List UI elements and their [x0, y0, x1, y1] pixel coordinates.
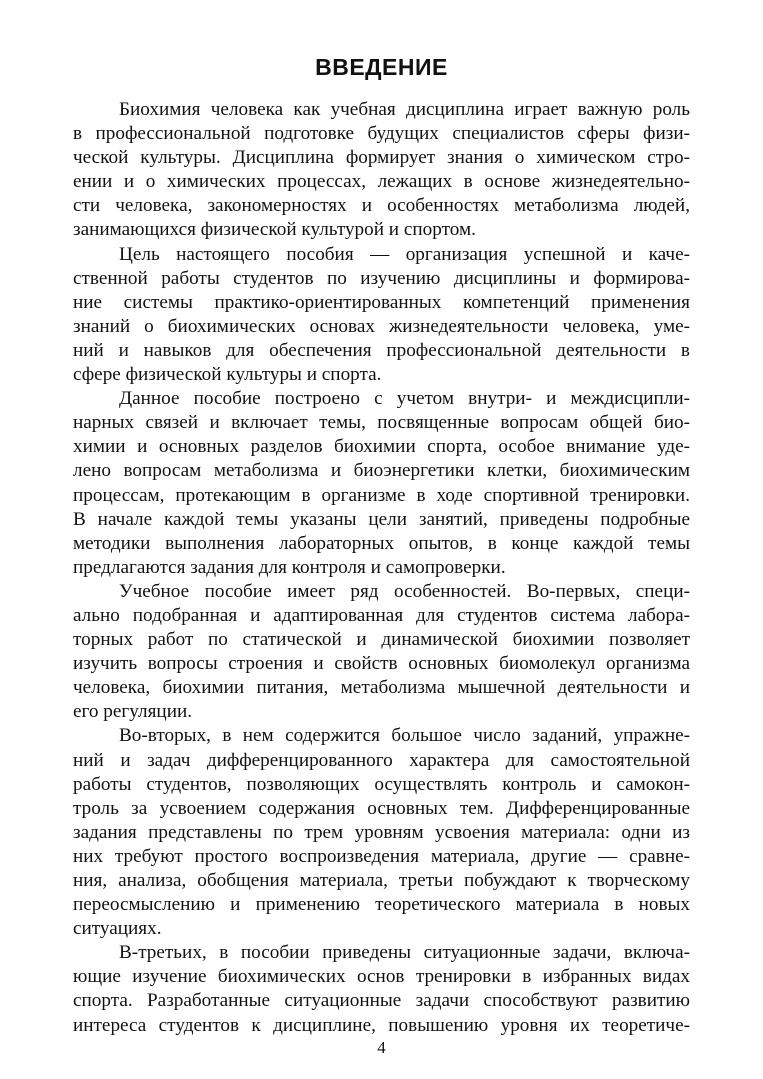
text-line: Цель настоящего пособия — организация успешной и каче-	[119, 243, 690, 265]
page-title: ВВЕДЕНИЕ	[315, 54, 448, 80]
text-line: ственной работы студентов по изучению дисциплины и формирова-	[73, 267, 690, 289]
text-line: работы студентов, позволяющих осуществлять контроль и самокон-	[73, 773, 690, 795]
paragraph	[73, 98, 690, 243]
text-line: них требуют простого воспроизведения материала, другие — сравне-	[73, 845, 690, 867]
text-line: ческой культуры. Дисциплина формирует знания о химическом стро-	[73, 147, 690, 169]
paragraph	[73, 724, 690, 941]
text-line: занимающихся физической культурой и спортом.	[73, 219, 476, 241]
text-line: Данное пособие построено с учетом внутри- и междисципли-	[119, 388, 690, 410]
paragraph	[73, 387, 690, 580]
text-line: задания представлены по трем уровням усвоения материала: одни из	[73, 821, 690, 843]
text-line: ситуациях.	[73, 918, 162, 940]
text-line: Учебное пособие имеет ряд особенностей. Во-первых, специ-	[119, 580, 690, 602]
document-body	[73, 98, 690, 1038]
text-line: сти человека, закономерностях и особенностях метаболизма людей,	[73, 195, 690, 217]
paragraph	[73, 243, 690, 388]
paragraph	[73, 941, 690, 1037]
text-line: спорта. Разработанные ситуационные задачи способствуют развитию	[73, 990, 690, 1012]
text-line: знаний о биохимических основах жизнедеятельности человека, уме-	[73, 315, 690, 337]
text-line: химии и основных разделов биохимии спорта, особое внимание уде-	[73, 436, 690, 458]
text-line: переосмыслению и применению теоретического материала в новых	[73, 894, 690, 916]
text-line: ально подобранная и адаптированная для студентов система лабора-	[73, 604, 690, 626]
text-line: Во-вторых, в нем содержится большое число заданий, упражне-	[119, 725, 690, 747]
text-line: интереса студентов к дисциплине, повышению уровня их теоретиче-	[73, 1014, 690, 1036]
text-line: ние системы практико-ориентированных компетенций применения	[73, 291, 690, 313]
text-line: лено вопросам метаболизма и биоэнергетики клетки, биохимическим	[73, 460, 690, 482]
text-line: изучить вопросы строения и свойств основных биомолекул организма	[73, 653, 690, 675]
text-line: В начале каждой темы указаны цели занятий, приведены подробные	[73, 508, 690, 530]
paragraph	[73, 580, 690, 725]
page-number: 4	[377, 1038, 386, 1057]
text-line: ении и о химических процессах, лежащих в основе жизнедеятельно-	[73, 171, 690, 193]
text-line: его регуляции.	[73, 701, 193, 723]
text-line: троль за усвоением содержания основных тем. Дифференцированные	[73, 797, 690, 819]
text-line: сфере физической культуры и спорта.	[73, 364, 382, 386]
text-line: ний и задач дифференцированного характера для самостоятельной	[73, 749, 690, 771]
text-line: Биохимия человека как учебная дисциплина играет важную роль	[119, 99, 690, 120]
text-line: ний и навыков для обеспечения профессиональной деятельности в	[73, 339, 690, 361]
text-line: процессам, протекающим в организме в ходе спортивной тренировки.	[73, 484, 690, 506]
text-line: ния, анализа, обобщения материала, третьи побуждают к творческому	[73, 870, 690, 891]
text-line: методики выполнения лабораторных опытов, в конце каждой темы	[73, 532, 690, 554]
text-line: предлагаются задания для контроля и самопроверки.	[73, 556, 506, 578]
text-line: человека, биохимии питания, метаболизма мышечной деятельности и	[73, 677, 690, 699]
text-line: ющие изучение биохимических основ тренировки в избранных видах	[73, 966, 690, 988]
text-line: В-третьих, в пособии приведены ситуационные задачи, включа-	[119, 942, 690, 964]
text-line: нарных связей и включает темы, посвященные вопросам общей био-	[73, 412, 690, 434]
text-line: торных работ по статической и динамической биохимии позволяет	[73, 629, 690, 651]
text-line: в профессиональной подготовке будущих специалистов сферы физи-	[73, 123, 690, 145]
document-page	[73, 50, 690, 1038]
